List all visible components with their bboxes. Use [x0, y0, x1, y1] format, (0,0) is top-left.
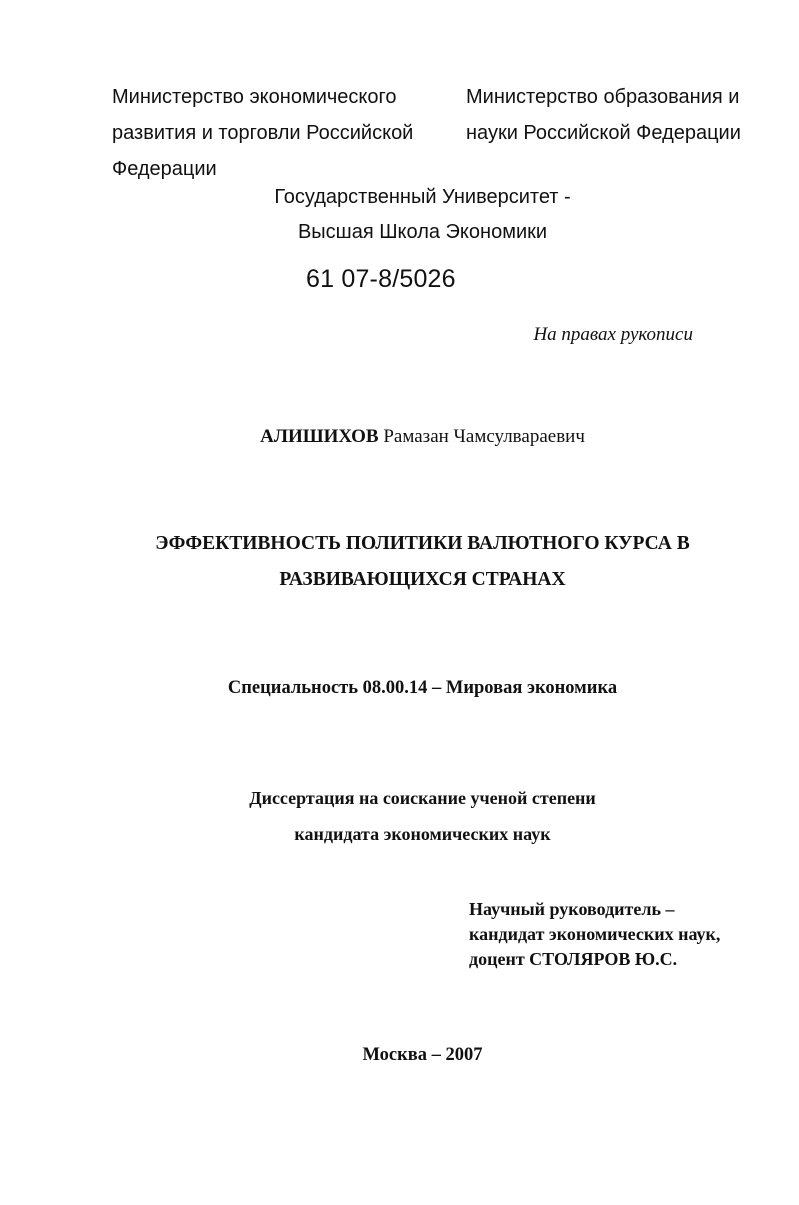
- supervisor-line-1: Научный руководитель –: [469, 899, 675, 919]
- author-given-names: Рамазан Чамсулвараевич: [383, 426, 585, 447]
- ministry-education: [466, 79, 741, 151]
- author-name: [0, 426, 799, 448]
- specialty: Специальность 08.00.14 – Мировая экономика: [227, 678, 618, 698]
- ministry-economic-development: [112, 79, 413, 187]
- title-line-2: РАЗВИВАЮЩИХСЯ СТРАНАХ: [279, 569, 566, 590]
- degree-statement: [0, 780, 799, 852]
- dissertation-title: [0, 526, 799, 598]
- ministry-left-line-1: Министерство экономического: [112, 86, 397, 108]
- author-surname: АЛИШИХОВ: [260, 426, 379, 447]
- university-line-2: Высшая Школа Экономики: [297, 221, 548, 243]
- degree-line-1: Диссертация на соискание ученой степени: [249, 788, 596, 808]
- supervisor-line-3: доцент СТОЛЯРОВ Ю.С.: [469, 949, 678, 969]
- ministry-right-line-1: Министерство образования и: [466, 86, 740, 108]
- ministry-right-line-2: науки Российской Федерации: [466, 122, 741, 144]
- ministry-left-line-3: Федерации: [112, 158, 217, 180]
- scientific-supervisor: [469, 897, 720, 972]
- degree-line-2: кандидата экономических наук: [294, 824, 551, 844]
- university-name: [0, 180, 799, 250]
- library-shelfmark: 61 07-8/5026: [306, 265, 456, 293]
- title-line-1: ЭФФЕКТИВНОСТЬ ПОЛИТИКИ ВАЛЮТНОГО КУРСА В: [155, 533, 690, 554]
- city-and-year: Москва – 2007: [362, 1045, 483, 1065]
- university-line-1: Государственный Университет -: [274, 186, 571, 208]
- supervisor-line-2: кандидат экономических наук,: [469, 924, 721, 944]
- ministry-left-line-2: развития и торговли Российской: [112, 122, 414, 144]
- rights-note: На правах рукописи: [533, 324, 693, 345]
